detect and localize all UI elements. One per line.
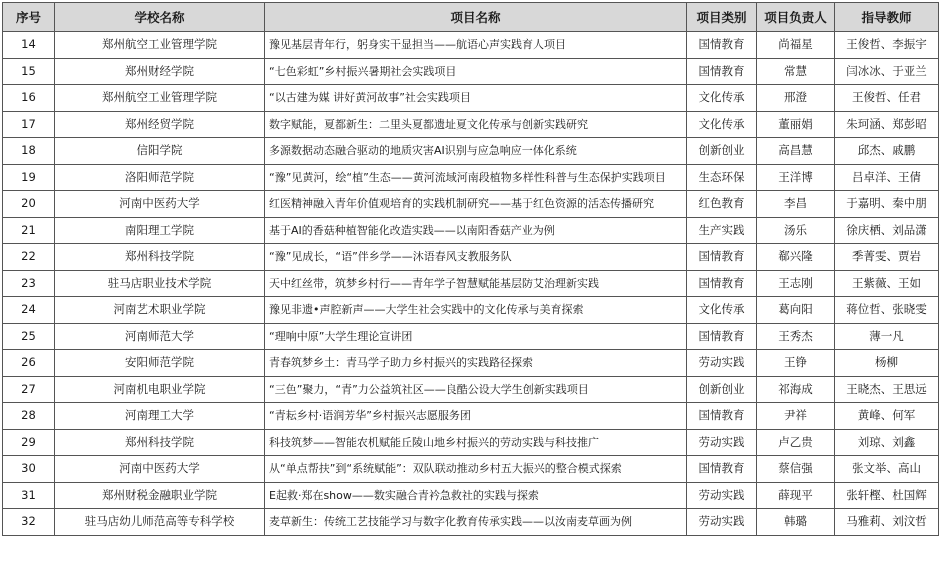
cell-advisor: 张文举、高山 — [835, 456, 939, 483]
table-row — [3, 376, 939, 403]
cell-school: 河南艺术职业学院 — [55, 297, 265, 324]
table-row — [3, 482, 939, 509]
cell-lead: 常慧 — [757, 58, 835, 85]
cell-project: 豫见非遗•声腔新声——大学生社会实践中的文化传承与美育探索 — [265, 297, 687, 324]
table-row — [3, 85, 939, 112]
cell-lead: 卢乙贵 — [757, 429, 835, 456]
cell-project: “理响中原”大学生理论宣讲团 — [265, 323, 687, 350]
cell-no: 25 — [3, 323, 55, 350]
header-no: 序号 — [3, 3, 55, 32]
cell-no: 27 — [3, 376, 55, 403]
cell-no: 30 — [3, 456, 55, 483]
project-table — [2, 2, 939, 536]
cell-lead: 汤乐 — [757, 217, 835, 244]
cell-advisor: 徐庆栖、刘品潇 — [835, 217, 939, 244]
table-row — [3, 244, 939, 271]
cell-school: 河南机电职业学院 — [55, 376, 265, 403]
cell-type: 劳动实践 — [687, 482, 757, 509]
cell-no: 20 — [3, 191, 55, 218]
cell-advisor: 杨柳 — [835, 350, 939, 377]
cell-no: 28 — [3, 403, 55, 430]
table-row — [3, 164, 939, 191]
table-header — [3, 3, 939, 32]
header-lead: 项目负责人 — [757, 3, 835, 32]
cell-advisor: 闫冰冰、于亚兰 — [835, 58, 939, 85]
cell-type: 国情教育 — [687, 323, 757, 350]
cell-no: 26 — [3, 350, 55, 377]
header-project: 项目名称 — [265, 3, 687, 32]
cell-school: 郑州科技学院 — [55, 429, 265, 456]
cell-no: 16 — [3, 85, 55, 112]
cell-no: 17 — [3, 111, 55, 138]
cell-advisor: 邱杰、戚鹏 — [835, 138, 939, 165]
cell-advisor: 王紫薇、王如 — [835, 270, 939, 297]
cell-project: 红医精神融入青年价值观培育的实践机制研究——基于红色资源的活态传播研究 — [265, 191, 687, 218]
cell-lead: 尚福星 — [757, 32, 835, 59]
cell-project: 多源数据动态融合驱动的地质灾害AI识别与应急响应一体化系统 — [265, 138, 687, 165]
cell-type: 劳动实践 — [687, 509, 757, 536]
header-type: 项目类别 — [687, 3, 757, 32]
cell-school: 郑州财经学院 — [55, 58, 265, 85]
cell-project: “青耘乡村·语润芳华”乡村振兴志愿服务团 — [265, 403, 687, 430]
cell-school: 驻马店幼儿师范高等专科学校 — [55, 509, 265, 536]
cell-type: 劳动实践 — [687, 350, 757, 377]
cell-school: 洛阳师范学院 — [55, 164, 265, 191]
cell-project: 天中红丝带，筑梦乡村行——青年学子智慧赋能基层防艾治理新实践 — [265, 270, 687, 297]
cell-type: 劳动实践 — [687, 429, 757, 456]
table-row — [3, 217, 939, 244]
cell-type: 文化传承 — [687, 297, 757, 324]
cell-type: 文化传承 — [687, 111, 757, 138]
table-row — [3, 509, 939, 536]
cell-advisor: 黄峰、何军 — [835, 403, 939, 430]
cell-type: 国情教育 — [687, 244, 757, 271]
header-row — [3, 3, 939, 32]
cell-lead: 葛向阳 — [757, 297, 835, 324]
cell-type: 国情教育 — [687, 403, 757, 430]
cell-school: 河南中医药大学 — [55, 456, 265, 483]
cell-school: 河南师范大学 — [55, 323, 265, 350]
cell-lead: 王秀杰 — [757, 323, 835, 350]
cell-project: “豫”见黄河，绘“植”生态——黄河流域河南段植物多样性科普与生态保护实践项目 — [265, 164, 687, 191]
cell-no: 29 — [3, 429, 55, 456]
cell-lead: 蔡信强 — [757, 456, 835, 483]
cell-lead: 尹祥 — [757, 403, 835, 430]
cell-type: 国情教育 — [687, 58, 757, 85]
cell-school: 郑州经贸学院 — [55, 111, 265, 138]
cell-lead: 祁海成 — [757, 376, 835, 403]
table-row — [3, 323, 939, 350]
cell-type: 国情教育 — [687, 32, 757, 59]
table-row — [3, 111, 939, 138]
cell-project: 数字赋能，夏都新生：二里头夏都遗址夏文化传承与创新实践研究 — [265, 111, 687, 138]
cell-project: 麦草新生：传统工艺技能学习与数字化教育传承实践——以汝南麦草画为例 — [265, 509, 687, 536]
table-row — [3, 429, 939, 456]
cell-advisor: 朱珂涵、郑彭昭 — [835, 111, 939, 138]
cell-type: 红色教育 — [687, 191, 757, 218]
cell-project: “七色彩虹”乡村振兴暑期社会实践项目 — [265, 58, 687, 85]
cell-project: 青春筑梦乡土：青马学子助力乡村振兴的实践路径探索 — [265, 350, 687, 377]
cell-lead: 王铮 — [757, 350, 835, 377]
cell-school: 安阳师范学院 — [55, 350, 265, 377]
cell-no: 15 — [3, 58, 55, 85]
cell-no: 32 — [3, 509, 55, 536]
cell-no: 19 — [3, 164, 55, 191]
cell-lead: 韩璐 — [757, 509, 835, 536]
cell-project: 科技筑梦——智能农机赋能丘陵山地乡村振兴的劳动实践与科技推广 — [265, 429, 687, 456]
table-row — [3, 350, 939, 377]
cell-school: 郑州航空工业管理学院 — [55, 85, 265, 112]
table-row — [3, 270, 939, 297]
table-row — [3, 403, 939, 430]
cell-school: 信阳学院 — [55, 138, 265, 165]
cell-advisor: 于嘉明、秦中朋 — [835, 191, 939, 218]
cell-lead: 王志刚 — [757, 270, 835, 297]
cell-advisor: 吕卓洋、王倩 — [835, 164, 939, 191]
cell-advisor: 张轩樫、杜国辉 — [835, 482, 939, 509]
cell-no: 22 — [3, 244, 55, 271]
cell-project: E起救·郑在show——数实融合青衿急救社的实践与探索 — [265, 482, 687, 509]
cell-school: 郑州科技学院 — [55, 244, 265, 271]
table-row — [3, 456, 939, 483]
cell-lead: 邢澄 — [757, 85, 835, 112]
cell-lead: 高昌慧 — [757, 138, 835, 165]
cell-advisor: 季菁雯、贾岩 — [835, 244, 939, 271]
header-advisor: 指导教师 — [835, 3, 939, 32]
table-row — [3, 32, 939, 59]
cell-type: 创新创业 — [687, 376, 757, 403]
cell-school: 郑州航空工业管理学院 — [55, 32, 265, 59]
cell-no: 23 — [3, 270, 55, 297]
table-row — [3, 138, 939, 165]
cell-school: 驻马店职业技术学院 — [55, 270, 265, 297]
cell-school: 郑州财税金融职业学院 — [55, 482, 265, 509]
cell-type: 生态环保 — [687, 164, 757, 191]
cell-advisor: 王晓杰、王思远 — [835, 376, 939, 403]
cell-lead: 薛现平 — [757, 482, 835, 509]
table-row — [3, 297, 939, 324]
cell-advisor: 蒋位哲、张晓雯 — [835, 297, 939, 324]
cell-type: 文化传承 — [687, 85, 757, 112]
cell-advisor: 王俊哲、李振宇 — [835, 32, 939, 59]
cell-project: “以古建为媒 讲好黄河故事”社会实践项目 — [265, 85, 687, 112]
cell-advisor: 马雅莉、刘汶哲 — [835, 509, 939, 536]
cell-project: “三色”聚力，“青”力公益筑社区——良酷公设大学生创新实践项目 — [265, 376, 687, 403]
table-row — [3, 191, 939, 218]
cell-lead: 董丽娟 — [757, 111, 835, 138]
cell-no: 31 — [3, 482, 55, 509]
cell-type: 国情教育 — [687, 456, 757, 483]
cell-project: 豫见基层青年行，躬身实干显担当——航语心声实践育人项目 — [265, 32, 687, 59]
cell-school: 河南中医药大学 — [55, 191, 265, 218]
cell-advisor: 刘琼、刘鑫 — [835, 429, 939, 456]
cell-type: 创新创业 — [687, 138, 757, 165]
cell-lead: 李昌 — [757, 191, 835, 218]
cell-no: 14 — [3, 32, 55, 59]
table-row — [3, 58, 939, 85]
table-body — [3, 32, 939, 536]
cell-no: 24 — [3, 297, 55, 324]
cell-type: 生产实践 — [687, 217, 757, 244]
cell-advisor: 王俊哲、任君 — [835, 85, 939, 112]
cell-lead: 王洋博 — [757, 164, 835, 191]
cell-school: 河南理工大学 — [55, 403, 265, 430]
cell-no: 18 — [3, 138, 55, 165]
cell-advisor: 薄一凡 — [835, 323, 939, 350]
cell-project: 基于AI的香菇种植智能化改造实践——以南阳香菇产业为例 — [265, 217, 687, 244]
cell-school: 南阳理工学院 — [55, 217, 265, 244]
cell-project: 从“单点帮扶”到“系统赋能”：双队联动推动乡村五大振兴的整合模式探索 — [265, 456, 687, 483]
header-school: 学校名称 — [55, 3, 265, 32]
cell-type: 国情教育 — [687, 270, 757, 297]
cell-lead: 郗兴隆 — [757, 244, 835, 271]
cell-project: “豫”见成长，“语”伴乡学——沐语春风支教服务队 — [265, 244, 687, 271]
cell-no: 21 — [3, 217, 55, 244]
